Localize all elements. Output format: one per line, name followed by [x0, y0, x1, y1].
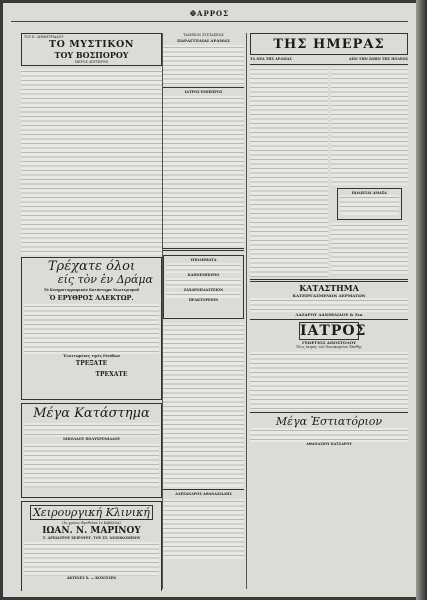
bottom-head: Μέγα Ἐστιατόριον — [275, 414, 383, 428]
masthead-box — [250, 33, 408, 55]
clinic-ad — [21, 501, 162, 591]
iatros-box — [299, 322, 367, 340]
right-rule-2 — [250, 279, 408, 282]
middle-box-text-1 — [166, 263, 241, 273]
katastima-head: ΚΑΤΑΣΤΗΜΑ — [299, 282, 359, 293]
middle-boxed-ad — [163, 255, 244, 319]
theatre-film: Ὁ ΕΡΥΘΡΟΣ ΑΛΕΚΤΩΡ. — [49, 293, 134, 302]
katastima-owner: ΛΑΖΑΡΟΥ ΔΑΝΙΗΛΙΔΟΥ & Σια — [295, 311, 363, 317]
middle-rule-2 — [163, 248, 244, 251]
right-rule-1 — [250, 64, 408, 65]
iatros-name: ΓΕΩΡΓΙΟΣ ΑΠΟΣΤΟΛΟΥ — [302, 340, 356, 345]
theatre-headline-1: Τρέχατε όλοι — [47, 259, 136, 274]
clinic-credentials: Τ. ΑΡΧΙΑΤΡΟΥ ΧΕΙΡΟΥΡΓ. ΤΟΥ ΣΤ. ΝΟΣΟΚΟΜΕΙΟΥ — [42, 535, 141, 540]
middle-ad-head: ΙΑΤΡΟΣ ΕΜΠΕΙΡΟΣ — [184, 89, 223, 94]
middle-lower-text — [163, 323, 244, 487]
clinic-doctor: ΙΩΑΝ. Ν. ΜΑΡΙΝΟΥ — [42, 525, 141, 536]
middle-box-text-3 — [166, 292, 241, 298]
theatre-headline-2: είς τὸν ἐν Δράμα — [57, 273, 153, 286]
middle-footer-text — [163, 499, 244, 559]
masthead-title: ΤΗΣ ΗΜΕΡΑΣ — [273, 37, 385, 52]
store-body-text — [24, 444, 159, 488]
news-text-right-bottom — [331, 223, 409, 275]
newspaper-name: ΦΑΡΡΟΣ — [189, 9, 230, 18]
store-owner: ΝΙΚΟΛΑΟΥ ΠΟΛΥΧΡΟΝΙΑΔΟΥ — [62, 437, 121, 441]
middle-box-line-4: ΠΡΑΚΤΟΡΕΙΟΝ — [188, 298, 219, 303]
middle-top-text — [163, 45, 244, 85]
left-column — [21, 33, 162, 591]
serial-body-text — [21, 69, 162, 255]
middle-box-text-2 — [166, 278, 241, 288]
middle-ads-text — [163, 96, 244, 246]
serial-header — [21, 33, 162, 66]
theatre-cta-right: ΤΡΕΧΑΤΕ — [95, 371, 128, 379]
newspaper-page — [3, 3, 416, 597]
iatros-head: ΙΑΤΡΟΣ — [300, 323, 367, 339]
column-divider-2 — [246, 33, 247, 589]
news-right-subcolumn — [331, 67, 409, 277]
middle-top-title: ΠΑΡΑΓΓΕΛΙΑΙ ΔΡΑΜΑΣ — [177, 37, 230, 43]
middle-rule-3 — [163, 489, 244, 490]
theatre-ad — [21, 257, 162, 400]
serial-subtitle: ΜΕΡΟΣ ΔΕΥΤΕΡΟΝ — [74, 60, 109, 64]
middle-footer-label: ΑΛΕΞΑΝΔΡΟΣ ΑΘΑΝΑΣΙΑΔΗΣ — [175, 492, 232, 497]
serial-over-label: ΤΟΥ Ε. ΔΗΜΗΤΡΙΑΔΟΥ — [24, 35, 64, 39]
clinic-subhead: (ἐν χρόνῳ ἱδρυθεῖσα ἐν Καβάλλᾳ) — [62, 521, 121, 525]
section-label-left: ΤΑ ΝΕΑ ΤΗΣ ΔΡΑΜΑΣ — [250, 57, 292, 61]
theatre-body-text — [24, 304, 159, 354]
middle-box-line-3: ΖΑΧΑΡΟΠΛΑΣΤΕΙΟΝ — [183, 287, 224, 292]
section-labels — [250, 57, 408, 62]
theatre-body-line: Ἐλαττωμένες τιμές Εἰσόδων — [63, 353, 120, 358]
page-header — [3, 9, 416, 35]
store-intro-text — [24, 423, 159, 437]
right-column — [250, 33, 408, 591]
clinic-headline: Χειρουργική Κλινική — [30, 505, 153, 520]
serial-title-line1: ΤΟ ΜΥΣΤΙΚΟΝ — [49, 39, 134, 50]
middle-box-line-1: ΥΠΟΔΗΜΑΤΑ — [190, 258, 217, 263]
store-headline: Μέγα Κατάστημα — [33, 406, 150, 421]
iatros-sub: Τέως ἰατρὸς τοῦ Νοσοκομείου Ξάνθης — [295, 345, 363, 350]
theatre-venue: Τὸ Κινηματογραφικὸν Κατάστημα Νεωτερισμοῦ — [43, 288, 140, 292]
clinic-body-text — [24, 542, 159, 576]
middle-box-line-2: ΚΑΠΝΕΜΠΟΡΙΟ — [187, 272, 220, 277]
bottom-text — [250, 428, 408, 442]
news-text-left — [250, 67, 328, 277]
notice-box-text — [340, 195, 400, 215]
notice-box — [337, 188, 403, 220]
iatros-text — [250, 352, 408, 410]
middle-rule-1 — [163, 87, 244, 88]
section-label-right: ΑΠΟ ΤΗΝ ΖΩΗΝ ΤΗΣ ΠΟΛΕΩΣ — [348, 57, 408, 61]
news-text-right-top — [331, 67, 409, 185]
news-columns — [250, 67, 408, 277]
store-ad — [21, 403, 162, 498]
theatre-cta-left: ΤΡΕΞΑΤΕ — [75, 360, 108, 368]
right-rule-3 — [250, 319, 408, 320]
katastima-text — [250, 298, 408, 312]
right-rule-4 — [250, 412, 408, 413]
notice-box-title: ΠΩΛΕΙΤΑΙ ΑΜΑΞΑ — [351, 190, 387, 195]
book-binding — [416, 0, 427, 600]
middle-column — [163, 33, 244, 591]
middle-top-label: ΤΑΜΕΙΟΝ ΣΥΣΤΑΣΕΩΣ — [183, 33, 224, 37]
serial-title-line2: ΤΟΥ ΒΟΣΠΟΡΟΥ — [54, 50, 129, 60]
katastima-sub: ΚΑΤΕΙΡΓΑΣΜΕΝΩΝ ΔΕΡΜΑΤΩΝ — [292, 292, 366, 298]
bottom-owner: ΑΘΑΝΑΣΙΟΥ ΚΑΤΣΑΡΟΥ — [306, 441, 352, 446]
clinic-address: ΑΚΤΙΝΕΣ Χ. — ΚΟΝΙΣΣΕΝ — [66, 576, 117, 581]
header-rule — [11, 21, 408, 22]
